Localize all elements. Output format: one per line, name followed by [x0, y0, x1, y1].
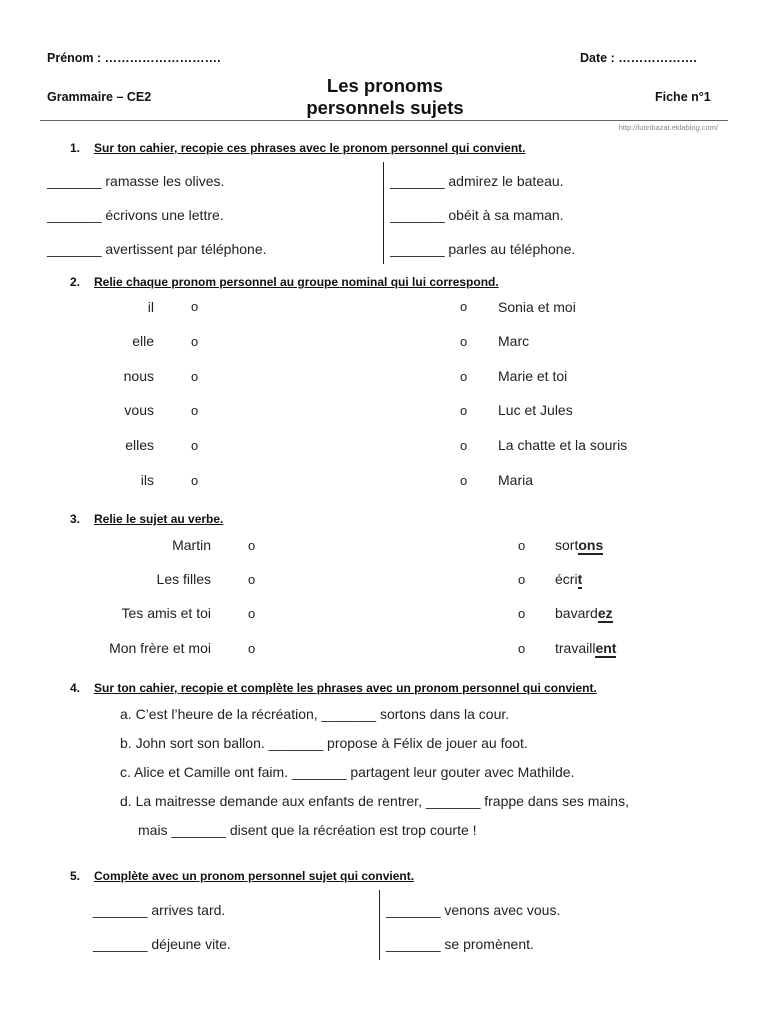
ex2-left-dot[interactable]: o: [191, 334, 199, 349]
ex3-verb-ending: ons: [578, 537, 604, 553]
ex1-left-line: _______ ramasse les olives.: [47, 173, 225, 189]
ex3-right-dot[interactable]: o: [518, 641, 526, 656]
ex3-verb-stem: bavard: [555, 605, 598, 621]
ex2-group: La chatte et la souris: [498, 437, 628, 453]
ex2-left-dot[interactable]: o: [191, 369, 199, 384]
ex2-left-dot[interactable]: o: [191, 438, 199, 453]
ex2-left-dot[interactable]: o: [191, 473, 199, 488]
ex4-line: c. Alice et Camille ont faim. _______ partagent leur gouter avec Mathilde.: [120, 764, 575, 780]
fiche-label: Fiche n°1: [655, 90, 711, 104]
ex2-right-dot[interactable]: o: [460, 473, 468, 488]
ex2-pronoun: elle: [132, 333, 154, 349]
ex2-group: Marc: [498, 333, 530, 349]
ex3-instruction-text: Relie le sujet au verbe.: [94, 512, 224, 526]
ex3-subject: Mon frère et moi: [109, 640, 211, 656]
ex3-verb-ending: ez: [597, 605, 613, 621]
ex3-left-dot[interactable]: o: [248, 572, 256, 587]
ex3-instruction: [70, 512, 223, 526]
ex1-column-divider: [383, 162, 384, 264]
ex2-right-dot[interactable]: o: [460, 438, 468, 453]
ex2-group: Luc et Jules: [498, 402, 573, 418]
ex3-verb-ending: t: [577, 571, 583, 587]
ex2-right-dot[interactable]: o: [460, 369, 468, 384]
ex2-group: Sonia et moi: [498, 299, 576, 315]
ex1-right-line: _______ obéit à sa maman.: [390, 207, 564, 223]
ex2-number: 2.: [70, 275, 81, 289]
ex3-left-dot[interactable]: o: [248, 606, 256, 621]
ex3-number: 3.: [70, 512, 81, 526]
ex4-line: b. John sort son ballon. _______ propose à Félix de jouer au foot.: [120, 735, 528, 751]
ex3-subject: Les filles: [156, 571, 211, 587]
ex4-instruction-text: Sur ton cahier, recopie et complète les phrases avec un pronom personnel qui convient.: [94, 681, 597, 695]
ex5-column-divider: [379, 890, 380, 960]
ex2-right-dot[interactable]: o: [460, 334, 468, 349]
ex3-left-dot[interactable]: o: [248, 538, 256, 553]
source-url: http://lutinbazar.eklablog.com/: [618, 123, 718, 132]
ex2-left-dot[interactable]: o: [191, 299, 199, 314]
ex4-line: a. C’est l’heure de la récréation, _______ sortons dans la cour.: [120, 706, 510, 722]
ex2-pronoun: vous: [124, 402, 154, 418]
header-divider: [40, 120, 728, 121]
ex1-instruction-text: Sur ton cahier, recopie ces phrases avec le pronom personnel qui convient.: [94, 141, 526, 155]
ex2-group: Marie et toi: [498, 368, 568, 384]
ex5-left-line: _______ déjeune vite.: [93, 936, 231, 952]
ex3-subject: Tes amis et toi: [121, 605, 211, 621]
ex2-instruction-text: Relie chaque pronom personnel au groupe nominal qui lui correspond.: [94, 275, 499, 289]
page-title-line2: personnels sujets: [306, 97, 464, 118]
ex1-right-line: _______ admirez le bateau.: [390, 173, 564, 189]
ex2-pronoun: elles: [125, 437, 154, 453]
ex2-right-dot[interactable]: o: [460, 403, 468, 418]
ex3-right-dot[interactable]: o: [518, 606, 526, 621]
ex3-verb: [555, 605, 613, 621]
ex1-instruction: [70, 141, 525, 155]
ex3-verb-stem: travaill: [555, 640, 596, 656]
ex2-pronoun: ils: [140, 472, 154, 488]
ex3-verb: [555, 537, 603, 553]
ex3-verb-stem: écri: [555, 571, 578, 587]
ex4-number: 4.: [70, 681, 81, 695]
ex3-left-dot[interactable]: o: [248, 641, 256, 656]
ex5-number: 5.: [70, 869, 81, 883]
ex4-instruction: [70, 681, 597, 695]
ex1-right-line: _______ parles au téléphone.: [390, 241, 576, 257]
page-title-line1: Les pronoms: [326, 75, 444, 96]
ex2-pronoun: il: [147, 299, 154, 315]
ex2-instruction: [70, 275, 499, 289]
ex4-line: d. La maitresse demande aux enfants de rentrer, _______ frappe dans ses mains,: [120, 793, 629, 809]
ex5-instruction-text: Complète avec un pronom personnel sujet qui convient.: [94, 869, 415, 883]
ex3-right-dot[interactable]: o: [518, 538, 526, 553]
ex3-verb-ending: ent: [595, 640, 617, 656]
ex1-left-line: _______ avertissent par téléphone.: [47, 241, 267, 257]
prenom-field: Prénom : ……………………….: [47, 51, 221, 65]
ex4-line: mais _______ disent que la récréation est trop courte !: [138, 822, 477, 838]
ex5-right-line: _______ se promènent.: [386, 936, 534, 952]
ex2-right-dot[interactable]: o: [460, 299, 468, 314]
subject-label: Grammaire – CE2: [47, 90, 152, 104]
ex3-verb: [555, 571, 582, 587]
ex1-number: 1.: [70, 141, 81, 155]
ex2-left-dot[interactable]: o: [191, 403, 199, 418]
ex2-group: Maria: [498, 472, 534, 488]
ex5-instruction: [70, 869, 414, 883]
date-field: Date : ……………….: [580, 51, 697, 65]
ex5-left-line: _______ arrives tard.: [93, 902, 226, 918]
ex2-pronoun: nous: [123, 368, 154, 384]
ex1-left-line: _______ écrivons une lettre.: [47, 207, 224, 223]
ex5-right-line: _______ venons avec vous.: [386, 902, 561, 918]
ex3-verb: [555, 640, 616, 656]
ex3-subject: Martin: [172, 537, 211, 553]
ex3-right-dot[interactable]: o: [518, 572, 526, 587]
ex3-verb-stem: sort: [555, 537, 579, 553]
